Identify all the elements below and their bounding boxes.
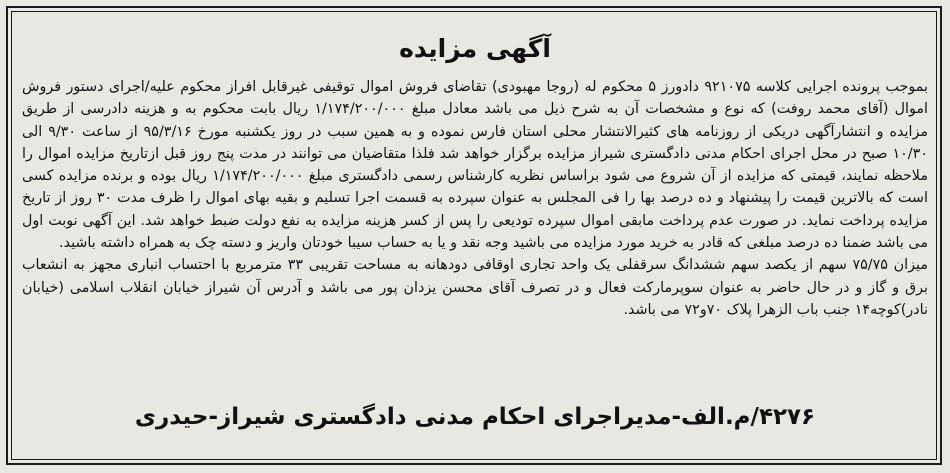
- notice-title: آگهی مزایده: [399, 34, 551, 63]
- notice-body: [22, 76, 928, 321]
- notice-paragraph-1: بموجب پرونده اجرایی کلاسه ۹۲۱۰۷۵ دادورز ۵ محکوم له (روجا مهبودی) تقاضای فروش اموال توقیفی غیرقابل افراز محکوم علیه/اجرای دستور فروش اموال (آقای محمد روفت) که نوع و مشخصات آن به شرح ذیل می باشد معادل مبلغ ۱/۱۷۴/۲۰۰/۰۰۰ ریال بابت محکوم به و هزینه دادرسی از طریق مزایده و انتشارآگهی دریکی از روزنامه های کثیرالانتشار محلی استان فارس نموده و به همین سبب در روز یکشنبه مورخ ۹۵/۳/۱۶ از ساعت ۹/۳۰ الی ۱۰/۳۰ صبح در محل اجرای احکام مدنی دادگستری شیراز مزایده برگزار خواهد شد فلذا متقاضیان می توانند در مدت پنج روز قبل ازتاریخ مزایده اموال را ملاحظه نمایند، قیمتی که مزایده از آن شروع می شود براساس نظریه کارشناس رسمی دادگستری مبلغ ۱/۱۷۴/۲۰۰/۰۰۰ ریال بوده و برنده مزایده کسی است که بالاترین قیمت را پیشنهاد و ده درصد بها را فی المجلس به عنوان سپرده به قسمت اجرا تسلیم و بقیه بهای اموال را ظرف مدت ۳۰ روز از تاریخ مزایده پرداخت نماید. در صورت عدم پرداخت مابقی اموال سپرده تودیعی را پس از کسر هزینه مزایده به نفع دولت ضبط خواهد شد. این آگهی نوبت اول می باشد ضمنا ده درصد مبلغی که قادر به خرید مورد مزایده می باشید وجه نقد و یا به حساب سیبا خودتان واریز و دسته چک به همراه داشته باشید.: [22, 79, 928, 252]
- notice-paragraph-2: میزان ۷۵/۷۵ سهم از یکصد سهم ششدانگ سرقفلی یک واحد تجاری اوقافی دودهانه به مساحت تقریبی ۳۳ مترمربع با احتساب انباری مجهز به انشعاب برق و گاز و در حال حاضر به عنوان سوپرمارکت فعال و در تصرف آقای محسن یزدان پور می باشد و آدرس آن شیراز خیابان انقلاب اسلامی (خیابان نادر)کوچه۱۴ جنب باب الزهرا پلاک ۷۰و۷۲ می باشد.: [22, 257, 928, 318]
- notice-signature: ۴۲۷۶/م.الف-مدیراجرای احکام مدنی دادگستری شیراز-حیدری: [134, 404, 816, 430]
